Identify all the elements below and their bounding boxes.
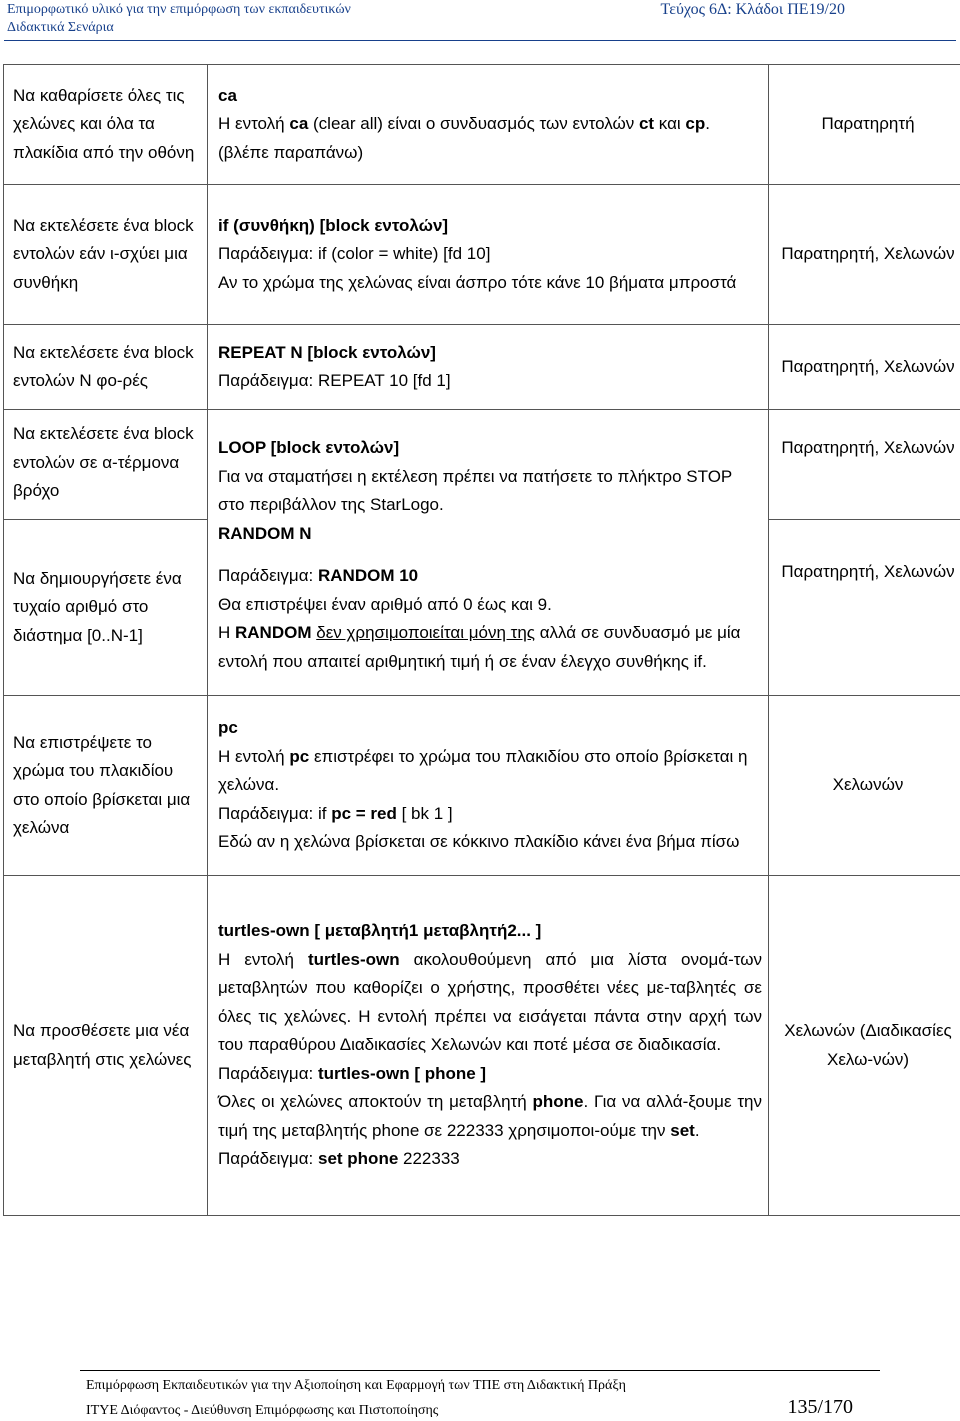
context-text: Παρατηρητή: [821, 114, 915, 134]
text-fragment: Όλες οι χελώνες αποκτούν τη μεταβλητή: [218, 1092, 533, 1112]
context-cell: [769, 520, 960, 696]
text-fragment: αλλά σε συνδυασμό με μία εντολή που απαιτεί αριθμητική τιμή ή σε έναν έλεγχο συνθήκης if.: [218, 623, 741, 671]
command-name: [218, 434, 762, 463]
command-description: [218, 946, 762, 1060]
context-text: Παρατηρητή, Χελωνών: [781, 356, 955, 376]
context-text: Παρατηρητή, Χελωνών: [781, 244, 955, 264]
text-fragment: . Για να αλλά-ξουμε την τιμή της μεταβλητής phone σε 222333 χρησιμοποι-ούμε την: [218, 1092, 762, 1140]
command-example: Παράδειγμα: if (color = white) [fd 10]: [218, 244, 491, 264]
text-fragment: Η εντολή: [218, 114, 290, 134]
command-cell: [208, 410, 769, 520]
task-text: Να εκτελέσετε ένα block εντολών N φο-ρές: [13, 342, 194, 390]
text-fragment: Παράδειγμα:: [218, 1063, 318, 1083]
header-rule: [4, 40, 956, 41]
command-keyword: if (συνθήκη) [block εντολών]: [218, 215, 449, 235]
command-keyword: RANDOM 10: [318, 566, 419, 585]
table-row: [4, 185, 960, 325]
command-note: [218, 619, 762, 676]
table-row: [4, 325, 960, 410]
text-fragment: Η: [218, 623, 235, 642]
command-example: [218, 562, 762, 591]
command-cell: [208, 876, 769, 1216]
command-description: Για να σταματήσει η εκτέλεση πρέπει να πατήσετε το πλήκτρο STOP στο περιβάλλον της StarLogo.: [218, 466, 732, 514]
task-text: Να επιστρέψετε το χρώμα του πλακιδίου στο οποίο βρίσκεται μια χελώνα: [13, 732, 191, 837]
task-text: Να καθαρίσετε όλες τις χελώνες και όλα τα πλακίδια από την οθόνη: [13, 85, 195, 162]
context-text: Χελωνών (Διαδικασίες Χελω-νών): [784, 1021, 952, 1069]
command-name: [218, 212, 762, 241]
context-cell: [769, 185, 960, 325]
text-fragment: Παράδειγμα:: [218, 566, 318, 585]
command-keyword: pc: [289, 746, 310, 766]
command-example-explain: Εδώ αν η χελώνα βρίσκεται σε κόκκινο πλακίδιο κάνει ένα βήμα πίσω: [218, 832, 740, 852]
context-text: Παρατηρητή, Χελωνών: [781, 438, 955, 457]
text-fragment: επιστρέφει το χρώμα του πλακιδίου στο οποίο βρίσκεται η χελώνα.: [218, 746, 748, 795]
text-fragment: Παράδειγμα: if: [218, 803, 332, 823]
command-keyword: ct: [638, 114, 655, 134]
command-example: [218, 1060, 762, 1089]
context-text: Παρατηρητή, Χελωνών: [781, 562, 955, 581]
context-cell: [769, 876, 960, 1216]
task-cell: [4, 876, 208, 1216]
command-example: Παράδειγμα: REPEAT 10 [fd 1]: [218, 371, 451, 390]
command-keyword: ca: [218, 85, 237, 105]
context-cell: [769, 325, 960, 410]
task-text: Να εκτελέσετε ένα block εντολών σε α-τέρμονα βρόχο: [13, 424, 194, 500]
command-cell: [208, 185, 769, 325]
header-issue: Τεύχος 6Δ: Κλάδοι ΠΕ19/20: [660, 1, 845, 18]
text-fragment: . (βλέπε παραπάνω): [218, 114, 710, 162]
command-cell: [208, 520, 769, 696]
command-keyword: REPEAT N [block εντολών]: [218, 342, 436, 362]
footer-program: Επιμόρφωση Εκπαιδευτικών για την Αξιοποίηση και Εφαρμογή των ΤΠΕ στη Διδακτική Πράξη: [86, 1378, 626, 1393]
text-fragment: και: [654, 114, 686, 134]
text-fragment: Η εντολή: [218, 949, 308, 969]
command-name: [218, 339, 762, 368]
task-text: Να προσθέσετε μια νέα μεταβλητή στις χελώνες: [13, 1021, 192, 1069]
command-description: [218, 1088, 762, 1145]
context-cell: [769, 696, 960, 876]
task-text: Να δημιουργήσετε ένα τυχαίο αριθμό στο διάστημα [0..N-1]: [13, 568, 182, 645]
command-keyword: turtles-own [ phone ]: [318, 1063, 487, 1083]
header-title: Επιμορφωτικό υλικό για την επιμόρφωση των εκπαιδευτικών: [7, 2, 351, 17]
command-keyword: set phone: [318, 1149, 399, 1169]
task-cell: [4, 185, 208, 325]
command-keyword: LOOP [block εντολών]: [218, 438, 400, 457]
context-text: Χελωνών: [832, 775, 904, 795]
command-keyword: pc = red: [331, 803, 397, 823]
task-text: Να εκτελέσετε ένα block εντολών εάν ι-σχύει μια συνθήκη: [13, 215, 194, 292]
command-description: [218, 743, 762, 800]
spacer: [218, 548, 762, 562]
command-name: [218, 917, 762, 946]
footer-rule: [80, 1370, 880, 1371]
task-cell: [4, 325, 208, 410]
table-row: [4, 65, 960, 185]
command-keyword: RANDOM N: [218, 523, 312, 543]
text-fragment: Παράδειγμα:: [218, 1149, 318, 1169]
command-cell: [208, 65, 769, 185]
text-fragment: ακολουθούμενη από μια λίστα ονομά-των μεταβλητών που καθορίζει ο χρήστης, προσθέτει νέες με-ταβλητές σε όλες τις χελώνες. Η εντολή πρέπει να εισάγεται πάντα στην αρχή των του παραθύρου Διαδικασίες Χελωνών και ποτέ μέσα σε διαδικασία.: [218, 949, 762, 1055]
command-example: [218, 1145, 762, 1174]
command-name: [218, 714, 762, 743]
header-subtitle: Διδακτικά Σενάρια: [7, 20, 114, 35]
text-fragment: [ bk 1 ]: [396, 803, 453, 823]
command-cell: [208, 696, 769, 876]
command-keyword: turtles-own: [308, 949, 400, 969]
command-example: [218, 800, 762, 829]
context-cell: [769, 410, 960, 520]
command-name: [218, 82, 762, 111]
command-keyword: RANDOM: [235, 623, 312, 642]
task-cell: [4, 65, 208, 185]
text-fragment: 222333: [398, 1149, 460, 1169]
task-cell: [4, 410, 208, 520]
table-row: [4, 876, 960, 1216]
command-description: Αν το χρώμα της χελώνας είναι άσπρο τότε κάνε 10 βήματα μπροστά: [218, 272, 737, 292]
command-keyword: pc: [218, 718, 238, 738]
underlined-text: δεν χρησιμοποιείται μόνη της: [316, 623, 535, 642]
command-name: [218, 520, 762, 549]
command-cell: [208, 325, 769, 410]
text-fragment: .: [694, 1120, 700, 1140]
table-row: [4, 520, 960, 696]
text-fragment: (clear all) είναι ο συνδυασμός των εντολών: [308, 114, 639, 134]
text-fragment: Η εντολή: [218, 746, 290, 766]
footer-institute: ΙΤΥΕ Διόφαντος - Διεύθυνση Επιμόρφωσης και Πιστοποίησης: [86, 1403, 439, 1418]
page-header: [0, 0, 960, 48]
command-keyword: set: [670, 1120, 695, 1140]
command-keyword: ca: [289, 114, 309, 134]
context-cell: [769, 65, 960, 185]
page-number: 135/170: [787, 1396, 853, 1418]
command-keyword: turtles-own [ μεταβλητή1 μεταβλητή2... ]: [218, 921, 542, 941]
page-footer: [0, 1370, 960, 1421]
commands-table: [3, 64, 960, 1216]
task-cell: [4, 696, 208, 876]
command-description: [218, 110, 762, 167]
command-description: Θα επιστρέψει έναν αριθμό από 0 έως και 9.: [218, 594, 552, 614]
table-row: [4, 410, 960, 520]
task-cell: [4, 520, 208, 696]
table-row: [4, 696, 960, 876]
command-keyword: cp: [685, 114, 706, 134]
command-keyword: phone: [532, 1092, 584, 1112]
